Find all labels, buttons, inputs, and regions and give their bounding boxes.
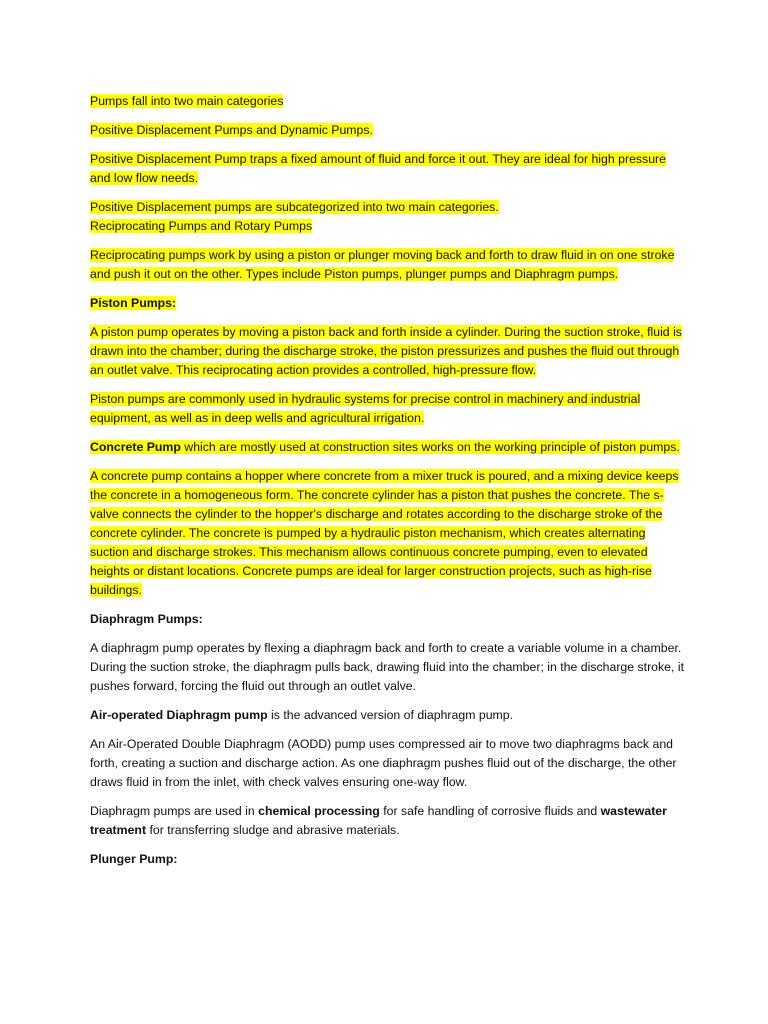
paragraph-diaphragm-uses: Diaphragm pumps are used in chemical processing for safe handling of corrosive fluids and wastewater treatment for transferring sludge and abrasive materials. <box>90 804 667 837</box>
paragraph-aodd-intro: Air-operated Diaphragm pump is the advanced version of diaphragm pump. <box>90 708 514 722</box>
paragraph-aodd-detail: An Air-Operated Double Diaphragm (AODD) pump uses compressed air to move two diaphragms back and forth, creating a suction and discharge action. As one diaphragm pushes fluid out of the discharge, the other draws fluid in from the inlet, with check valves ensuring one-way flow. <box>90 737 677 789</box>
paragraph-concrete-pump-detail: A concrete pump contains a hopper where concrete from a mixer truck is poured, and a mixing device keeps the concrete in a homogeneous form. The concrete cylinder has a piston that pushes the concrete. The s-valve connects the cylinder to the hopper's discharge and rotates according to the discharge stroke of the concrete cylinder. The concrete is pumped by a hydraulic piston mechanism, which creates alternating suction and discharge strokes. This mechanism allows continuous concrete pumping, even to elevated heights or distant locations. Concrete pumps are ideal for larger construction projects, such as high-rise buildings. <box>90 469 679 597</box>
paragraph-categories: Pumps fall into two main categories <box>90 94 284 108</box>
paragraph-pd-and-dynamic: Positive Displacement Pumps and Dynamic Pumps. <box>90 123 373 137</box>
paragraph-piston-operation: A piston pump operates by moving a piston back and forth inside a cylinder. During the suction stroke, fluid is drawn into the chamber; during the discharge stroke, the piston pressurizes and pushes the fluid out through an outlet valve. This reciprocating action provides a controlled, high-pressure flow. <box>90 325 682 377</box>
paragraph-concrete-pump-intro: Concrete Pump which are mostly used at construction sites works on the working principle of piston pumps. <box>90 440 680 454</box>
paragraph-piston-uses: Piston pumps are commonly used in hydraulic systems for precise control in machinery and industrial equipment, as well as in deep wells and agricultural irrigation. <box>90 392 641 425</box>
paragraph-pd-subcategories: Positive Displacement pumps are subcategorized into two main categories. Reciprocating Pumps and Rotary Pumps <box>90 200 499 233</box>
heading-plunger-pump: Plunger Pump: <box>90 852 178 866</box>
paragraph-pd-definition: Positive Displacement Pump traps a fixed amount of fluid and force it out. They are ideal for high pressure and low flow needs. <box>90 152 666 185</box>
heading-diaphragm-pumps: Diaphragm Pumps: <box>90 612 203 626</box>
paragraph-reciprocating: Reciprocating pumps work by using a piston or plunger moving back and forth to draw fluid in on one stroke and push it out on the other. Types include Piston pumps, plunger pumps and Diaphragm pumps. <box>90 248 675 281</box>
heading-piston-pumps: Piston Pumps: <box>90 296 177 310</box>
paragraph-diaphragm-operation: A diaphragm pump operates by flexing a diaphragm back and forth to create a variable volume in a chamber. During the suction stroke, the diaphragm pulls back, drawing fluid into the chamber; in the discharge stroke, it pushes forward, forcing the fluid out through an outlet valve. <box>90 641 684 693</box>
